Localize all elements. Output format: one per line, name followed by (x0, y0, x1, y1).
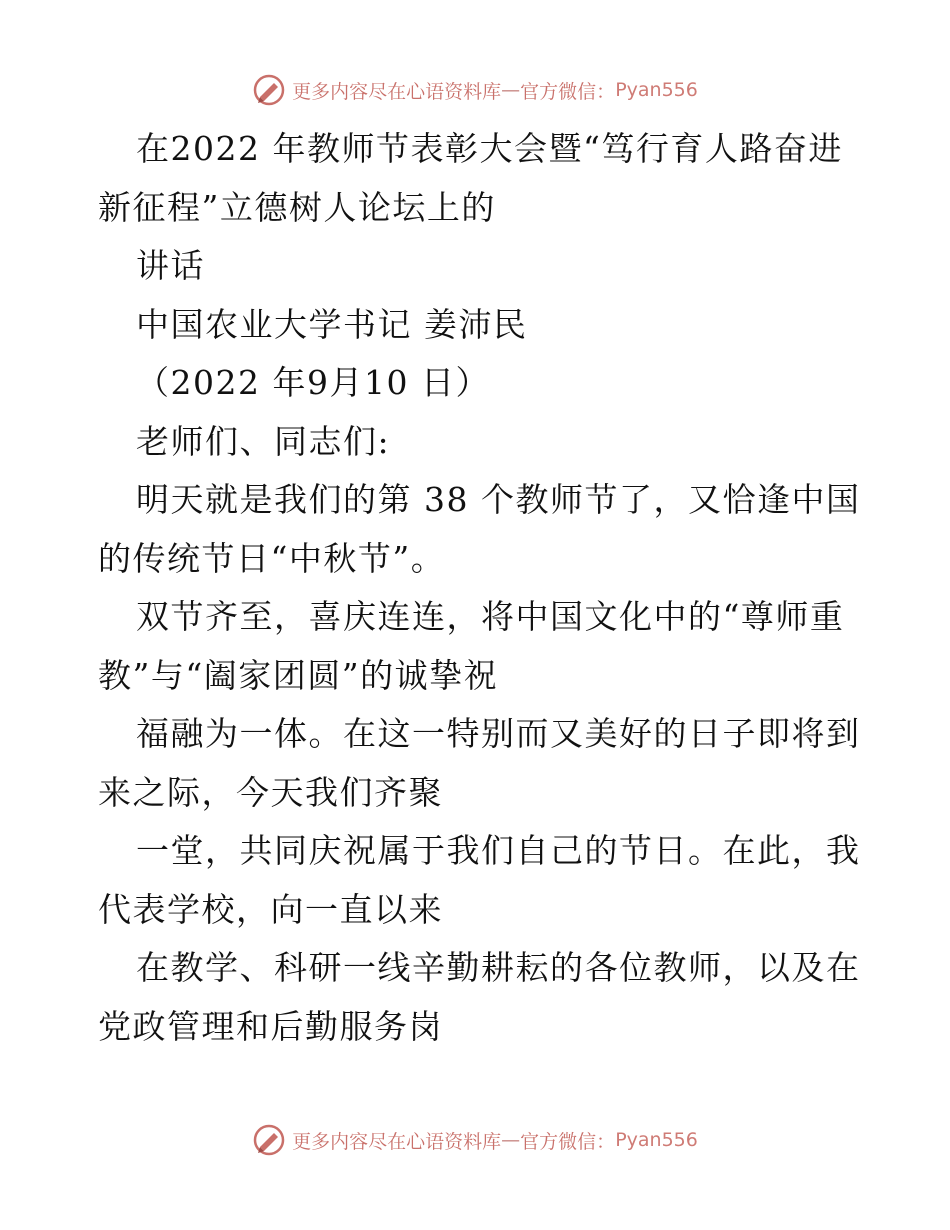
speaker-line: 中国农业大学书记 姜沛民 (136, 304, 528, 344)
watermark-wechat-label: 官方微信： (520, 80, 616, 103)
watermark-wechat-id: Pyan556 (615, 1129, 698, 1151)
title-line-3: 讲话 (136, 246, 205, 285)
watermark-wechat-label: 官方微信： (520, 1130, 616, 1153)
paragraph-line: 党政管理和后勤服务岗 (98, 1006, 443, 1046)
pen-logo-icon (252, 73, 286, 107)
watermark-separator: — (501, 1129, 521, 1151)
watermark-text: 更多内容尽在心语资料库 (292, 80, 502, 103)
watermark-separator: — (501, 79, 521, 101)
paragraph-line: 在教学、科研一线辛勤耕耘的各位教师，以及在 (136, 948, 861, 987)
date-line: （2022 年9月10 日） (136, 363, 490, 402)
paragraph-line: 双节齐至，喜庆连连，将中国文化中的“尊师重 (136, 597, 845, 636)
paragraph-line: 明天就是我们的第 38 个教师节了，又恰逢中国 (136, 480, 861, 519)
paragraph-line: 来之际，今天我们齐聚 (98, 772, 443, 812)
paragraph-line: 教”与“阖家团圆”的诚挚祝 (98, 655, 499, 695)
watermark-wechat-id: Pyan556 (615, 79, 698, 101)
paragraph-line: 代表学校，向一直以来 (98, 889, 443, 929)
title-line-1: 在2022 年教师节表彰大会暨“笃行育人路奋进 (136, 129, 843, 168)
paragraph-line: 的传统节日“中秋节”。 (98, 538, 446, 578)
watermark-text: 更多内容尽在心语资料库 (292, 1130, 502, 1153)
document-body (98, 120, 861, 1056)
salutation-line: 老师们、同志们: (136, 421, 391, 461)
title-line-2: 新征程”立德树人论坛上的 (98, 187, 496, 227)
footer-watermark (0, 1120, 950, 1160)
pen-logo-icon (252, 1123, 286, 1157)
paragraph-line: 一堂，共同庆祝属于我们自己的节日。在此，我 (136, 831, 861, 870)
header-watermark (0, 70, 950, 110)
paragraph-line: 福融为一体。在这一特别而又美好的日子即将到 (136, 714, 861, 753)
